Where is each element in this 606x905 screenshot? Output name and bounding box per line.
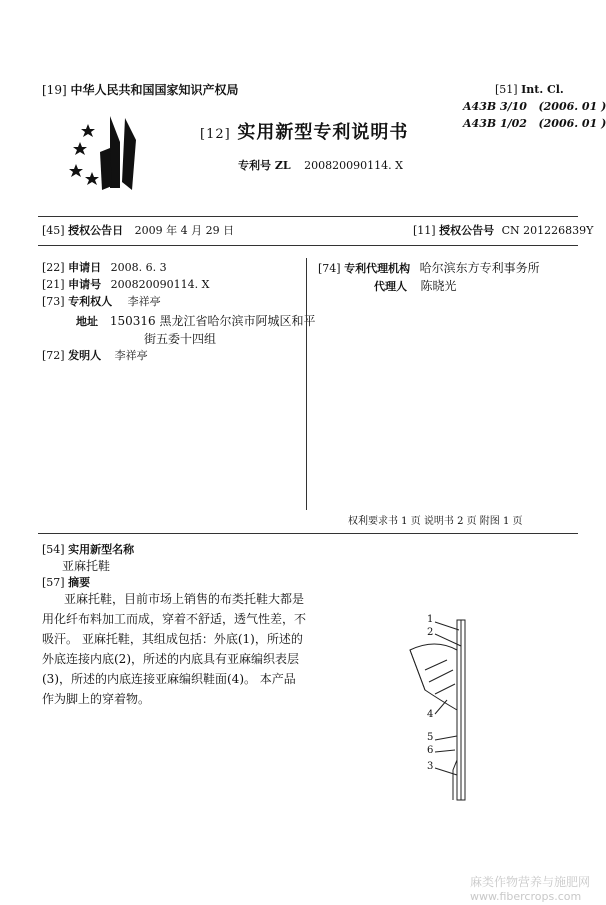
inventor-line: [72] 发明人 李祥亭 (42, 349, 148, 362)
figure-label: 2 (427, 627, 434, 638)
figure-label: 3 (427, 761, 434, 772)
grant-number: CN 201226839Y (501, 224, 594, 237)
agency-line: [74] 专利代理机构 哈尔滨东方专利事务所 (318, 261, 540, 275)
document-title (200, 124, 408, 142)
grant-date-line: [45] 授权公告日 2009 年 4 月 29 日 (42, 224, 235, 237)
inventor-name: 李祥亭 (114, 349, 148, 362)
utility-model-title: 亚麻托鞋 (62, 559, 111, 573)
title-label-line: [54] 实用新型名称 (42, 543, 135, 556)
divider (38, 216, 578, 217)
agency-name: 哈尔滨东方专利事务所 (419, 261, 540, 275)
patent-number: 200820090114. X (304, 159, 403, 172)
filing-date: 2008. 6. 3 (110, 261, 167, 274)
code-51: [51] (495, 83, 518, 96)
office-header (42, 84, 238, 96)
abstract-label-line: [57] 摘要 (42, 576, 91, 589)
classification-2: A43B 1/02 (2006. 01 ) (463, 117, 606, 130)
patent-number-label: 专利号 ZL (238, 159, 291, 172)
grant-date: 2009 年 4 月 29 日 (134, 224, 235, 237)
intcl-label: Int. Cl. (521, 83, 564, 96)
patent-number-line (238, 160, 403, 171)
divider (38, 533, 578, 534)
watermark-text: 麻类作物营养与施肥网 (470, 875, 591, 889)
classification-1: A43B 3/10 (2006. 01 ) (463, 100, 606, 113)
agent-name: 陈晓光 (420, 279, 457, 293)
abstract-line: (3)，所述的内底连接亚麻编织鞋面(4)。 本产品 (42, 672, 296, 686)
grant-number-label: 授权公告号 (439, 224, 495, 237)
application-number: 200820090114. X (110, 278, 210, 291)
slipper-figure (395, 610, 495, 810)
figure-label: 6 (427, 745, 434, 756)
figure-label: 4 (427, 709, 434, 720)
agent-line: 代理人 陈晓光 (374, 279, 457, 293)
owner-name: 李祥亭 (127, 295, 161, 308)
column-divider (306, 258, 307, 510)
pages-summary: 权利要求书 1 页 说明书 2 页 附图 1 页 (348, 516, 523, 527)
watermark-url: www.fibercrops.com (470, 890, 582, 903)
intcl-header (495, 84, 564, 95)
application-number-line: [21] 申请号 200820090114. X (42, 278, 210, 291)
address-line: 地址 150316 黑龙江省哈尔滨市阿城区和平 (76, 314, 316, 328)
grant-number-line: [11] 授权公告号 CN 201226839Y (413, 224, 594, 237)
abstract-body (42, 589, 312, 709)
abstract-line: 外底连接内底(2)，所述的内底具有亚麻编织表层 (42, 652, 299, 666)
address-2: 街五委十四组 (144, 332, 217, 346)
filing-date-line: [22] 申请日 2008. 6. 3 (42, 261, 167, 274)
abstract-line: 作为脚上的穿着物。 (42, 692, 151, 706)
figure-label: 1 (427, 614, 434, 625)
code-12: [12] (200, 127, 231, 142)
document-type: 实用新型专利说明书 (237, 122, 409, 143)
owner-line: [73] 专利权人 李祥亭 (42, 295, 161, 308)
abstract-line: 吸汗。 亚麻托鞋，其组成包括：外底(1)，所述的 (42, 632, 303, 646)
divider (38, 245, 578, 246)
figure-label: 5 (427, 732, 434, 743)
abstract-line: 亚麻托鞋，目前市场上销售的布类托鞋大都是 (64, 592, 305, 606)
sipo-emblem-logo (70, 112, 150, 194)
code-19: [19] (42, 83, 67, 97)
office-name: 中华人民共和国国家知识产权局 (70, 83, 239, 97)
grant-date-label: 授权公告日 (68, 224, 124, 237)
abstract-line: 用化纤布料加工而成，穿着不舒适，透气性差，不 (42, 612, 307, 626)
address-1: 150316 黑龙江省哈尔滨市阿城区和平 (109, 314, 316, 328)
